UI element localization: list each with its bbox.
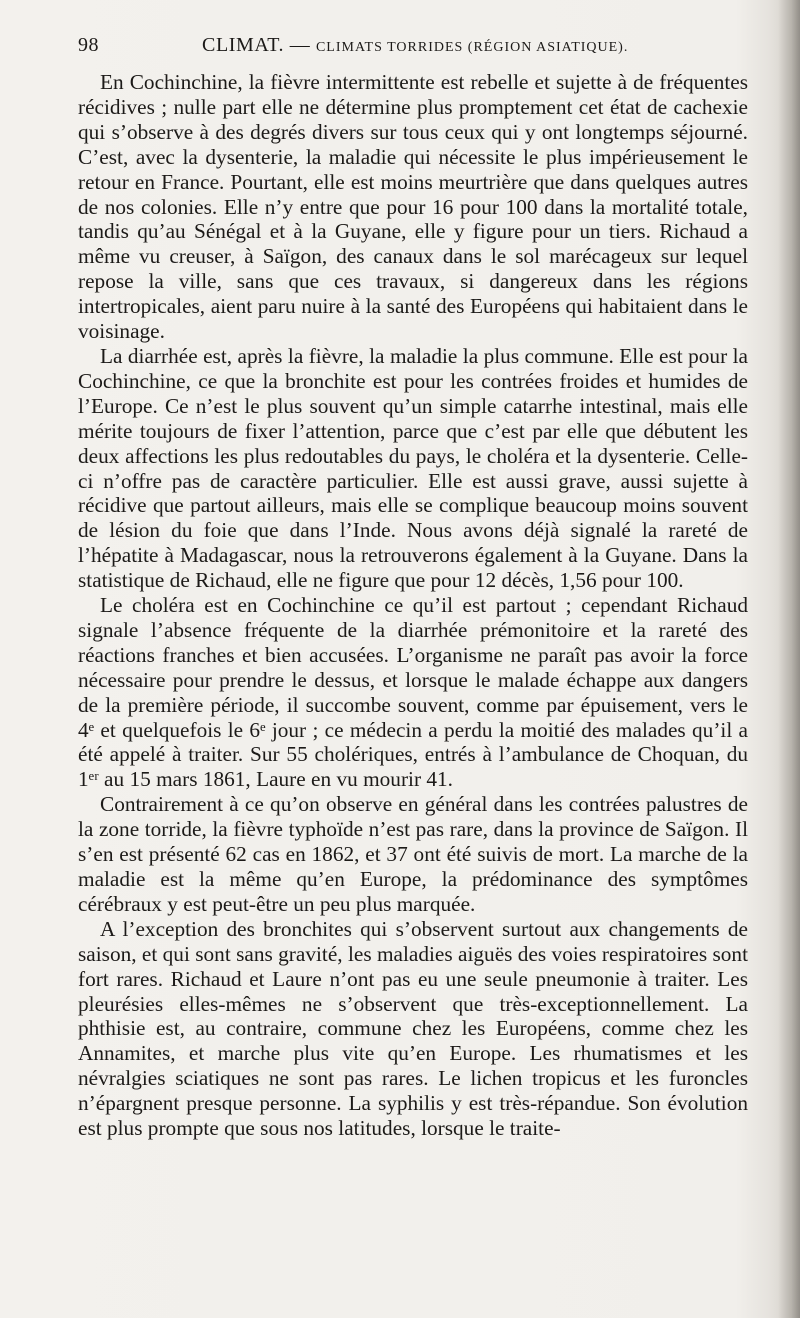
paragraph-diarrhee: La diarrhée est, après la fièvre, la maladie la plus commune. Elle est pour la Cochinchine, ce que la bronchite est pour les contrées froides et humides de l’Europe. Ce n’est le plus souvent qu’un simple catarrhe intestinal, mais elle mérite toujours de fixer l’attention, parce que c’est par elle que débutent les deux affections les plus redoutables du pays, le choléra et la dysenterie. Celle-ci n’offre pas de caractère particulier. Elle est aussi grave, aussi sujette à récidive que partout ailleurs, mais elle se complique beaucoup moins souvent de lésion du foie que dans l’Inde. Nous avons déjà signalé la rareté de l’hépatite à Madagascar, nous la retrouverons également à la Guyane. Dans la statistique de Richaud, elle ne figure que pour 12 décès, 1,56 pour 100. bbox=[78, 343, 748, 593]
page-number: 98 bbox=[78, 34, 99, 56]
body-text bbox=[78, 70, 748, 1141]
paragraph-voies-respiratoires: A l’exception des bronchites qui s’observent surtout aux changements de saison, et qui sont sans gravité, les maladies aiguës des voies respiratoires sont fort rares. Richaud et Laure n’ont pas eu une seule pneumonie à traiter. Les pleurésies elles-mêmes ne s’observent que très-exceptionnellement. La phthisie est, au contraire, commune chez les Européens, comme chez les Annamites, et marche plus vite qu’en Europe. Les rhumatismes et les névralgies sciatiques ne sont pas rares. Le lichen tropicus et les furoncles n’épargnent presque personne. La syphilis y est très-répandue. Son évolution est plus prompte que sous nos latitudes, lorsque le traite- bbox=[78, 916, 748, 1141]
paragraph-cholera: Le choléra est en Cochinchine ce qu’il est partout ; cependant Richaud signale l’absence fréquente de la diarrhée prémonitoire et la rareté des réactions franches et bien accusées. L’organisme ne paraît pas avoir la force nécessaire pour prendre le dessus, et lorsque le malade échappe aux dangers de la première période, il succombe souvent, comme par épuisement, vers le 4ᵉ et quelquefois le 6ᵉ jour ; ce médecin a perdu la moitié des malades qu’il a été appelé à traiter. Sur 55 cholériques, entrés à l’ambulance de Choquan, du 1ᵉʳ au 15 mars 1861, Laure en vu mourir 41. bbox=[78, 593, 748, 792]
running-title-main: CLIMAT. — bbox=[202, 34, 316, 56]
page-spine-shadow bbox=[778, 0, 800, 1318]
running-title bbox=[202, 34, 628, 57]
page-header bbox=[78, 34, 768, 64]
paragraph-fievre-intermittente: En Cochinchine, la fièvre intermittente est rebelle et sujette à de fréquentes récidives ; nulle part elle ne détermine plus promptement cet état de cachexie qui s’observe à des degrés divers sur tous ceux qui y ont longtemps séjourné. C’est, avec la dysenterie, la maladie qui nécessite le plus impérieusement le retour en France. Pourtant, elle est moins meurtrière que dans quelques autres de nos colonies. Elle n’y entre que pour 16 pour 100 dans la mortalité totale, tandis qu’au Sénégal et à la Guyane, elle y figure pour un tiers. Richaud a même vu creuser, à Saïgon, des canaux dans le sol marécageux sur lequel repose la ville, sans que ces travaux, si dangereux dans les régions intertropicales, aient paru nuire à la santé des Européens qui habitaient dans le voisinage. bbox=[78, 70, 748, 344]
paragraph-fievre-typhoide: Contrairement à ce qu’on observe en général dans les contrées palustres de la zone torride, la fièvre typhoïde n’est pas rare, dans la province de Saïgon. Il s’en est présenté 62 cas en 1862, et 37 ont été suivis de mort. La marche de la maladie est la même qu’en Europe, la prédominance des symptômes cérébraux y est peut-être un peu plus marquée. bbox=[78, 792, 748, 916]
running-title-sub: CLIMATS TORRIDES (RÉGION ASIATIQUE). bbox=[315, 40, 629, 55]
